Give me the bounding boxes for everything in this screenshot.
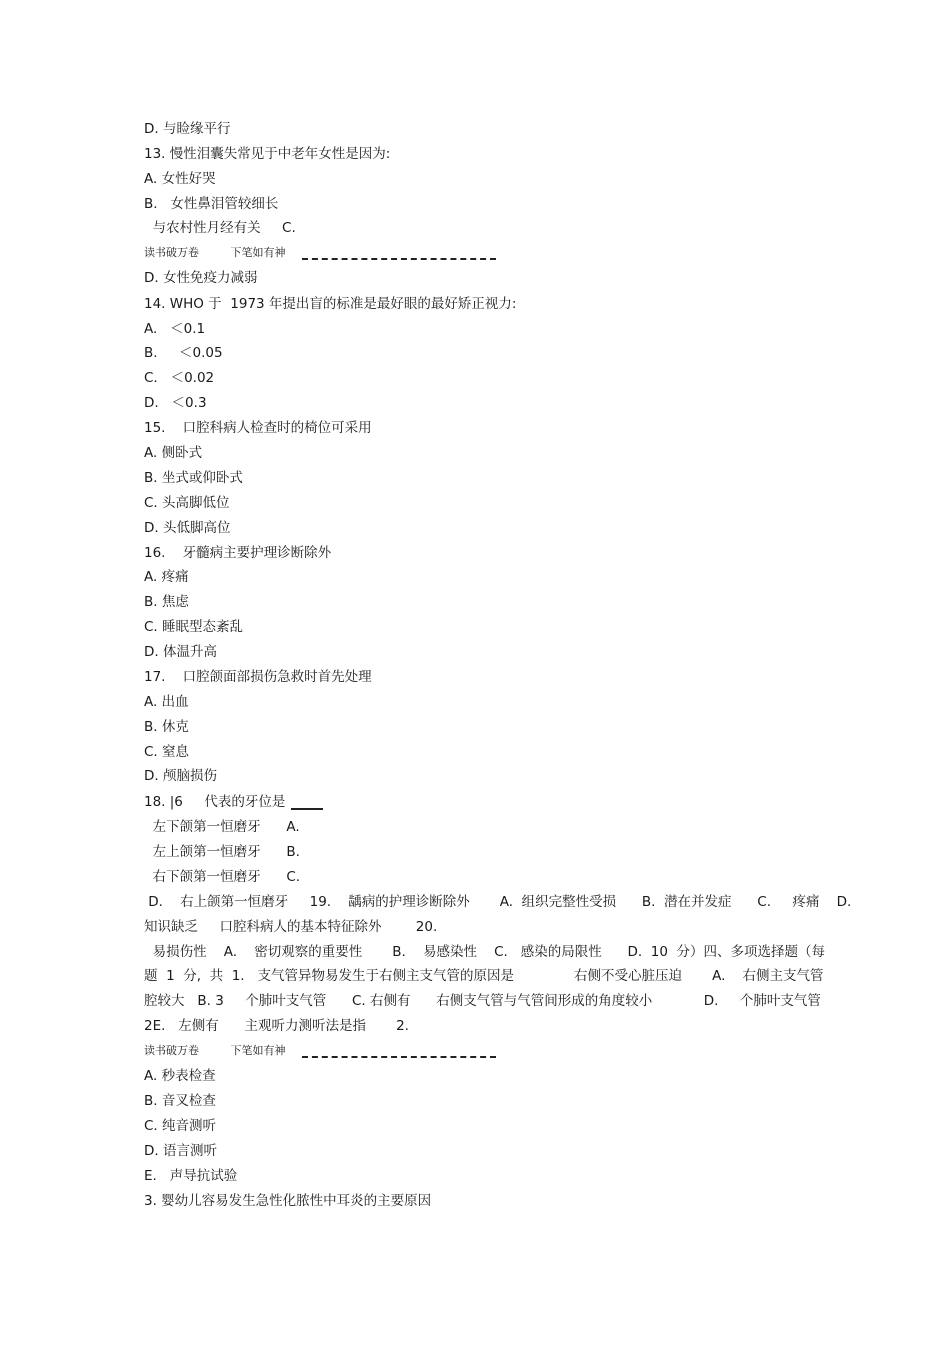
text-line: 左上颌第一恒磨牙 B.	[144, 844, 300, 860]
text-line: D. 女性免疫力减弱	[144, 270, 258, 286]
text-line: C. 睡眠型态紊乱	[144, 619, 244, 635]
text-line: 题 1 分, 共 1. 支气管异物易发生于右侧主支气管的原因是 右侧不受心脏压迫 A. 右侧主支气管	[144, 968, 824, 984]
text-line: A. 女性好哭	[144, 171, 216, 187]
text-line: E. 声导抗试验	[144, 1168, 238, 1184]
text-line: 腔较大 B. 3 个肺叶支气管 C. 右侧有 右侧支气管与气管间形成的角度较小 D. 个肺叶支气管	[144, 993, 821, 1009]
text-line: B. 休克	[144, 719, 189, 735]
header-dashed-rule	[302, 258, 496, 260]
text-line: D. 右上颌第一恒磨牙 19. 龋病的护理诊断除外 A. 组织完整性受损 B. 潜在并发症 C. 疼痛 D.	[144, 894, 852, 910]
text-line: 知识缺乏 口腔科病人的基本特征除外 20.	[144, 919, 438, 935]
question-13: 13. 慢性泪囊失常见于中老年女性是因为:	[144, 146, 391, 162]
text-line: C. 纯音测听	[144, 1118, 217, 1134]
text-line: D. 体温升高	[144, 644, 217, 660]
text-line: B. 坐式或仰卧式	[144, 470, 243, 486]
text-line: 易损伤性 A. 密切观察的重要性 B. 易感染性 C. 感染的局限性 D. 10 分）四、多项选择题（每	[144, 944, 825, 960]
text-line: C. 头高脚低位	[144, 495, 230, 511]
text-line: D. 头低脚高位	[144, 520, 231, 536]
question-18	[144, 793, 323, 811]
question-16: 16. 牙髓病主要护理诊断除外	[144, 545, 332, 561]
text-line: A. 秒表检查	[144, 1068, 216, 1084]
question-14: 14. WHO 于 1973 年提出盲的标准是最好眼的最好矫正视力:	[144, 296, 517, 312]
text-line: B. 焦虑	[144, 594, 189, 610]
text-line: B. 女性鼻泪管较细长	[144, 196, 279, 212]
text-line: A. 疼痛	[144, 569, 189, 585]
text-line: A. 侧卧式	[144, 445, 203, 461]
page-header: 读书破万卷 下笔如有神	[144, 246, 286, 259]
text-line: 左下颌第一恒磨牙 A.	[144, 819, 300, 835]
question-3: 3. 婴幼儿容易发生急性化脓性中耳炎的主要原因	[144, 1193, 432, 1209]
question-18-text: 18. |6 代表的牙位是	[144, 794, 286, 810]
answer-blank	[291, 808, 323, 810]
text-line: 与农村性月经有关 C.	[144, 220, 296, 236]
question-17: 17. 口腔颌面部损伤急救时首先处理	[144, 669, 372, 685]
page-header: 读书破万卷 下笔如有神	[144, 1044, 286, 1057]
text-line: B. ＜0.05	[144, 345, 223, 361]
question-15: 15. 口腔科病人检查时的椅位可采用	[144, 420, 372, 436]
text-line: D. 语言测听	[144, 1143, 217, 1159]
text-line: D. ＜0.3	[144, 395, 207, 411]
text-line: D. 与睑缘平行	[144, 121, 231, 137]
text-line: 右下颌第一恒磨牙 C.	[144, 869, 301, 885]
text-line: C. 窒息	[144, 744, 190, 760]
header-dashed-rule	[302, 1056, 496, 1058]
text-line: 2E. 左侧有 主观听力测听法是指 2.	[144, 1018, 409, 1034]
text-line: A. 出血	[144, 694, 189, 710]
text-line: B. 音叉检查	[144, 1093, 216, 1109]
text-line: C. ＜0.02	[144, 370, 215, 386]
text-line: A. ＜0.1	[144, 321, 206, 337]
text-line: D. 颅脑损伤	[144, 768, 217, 784]
